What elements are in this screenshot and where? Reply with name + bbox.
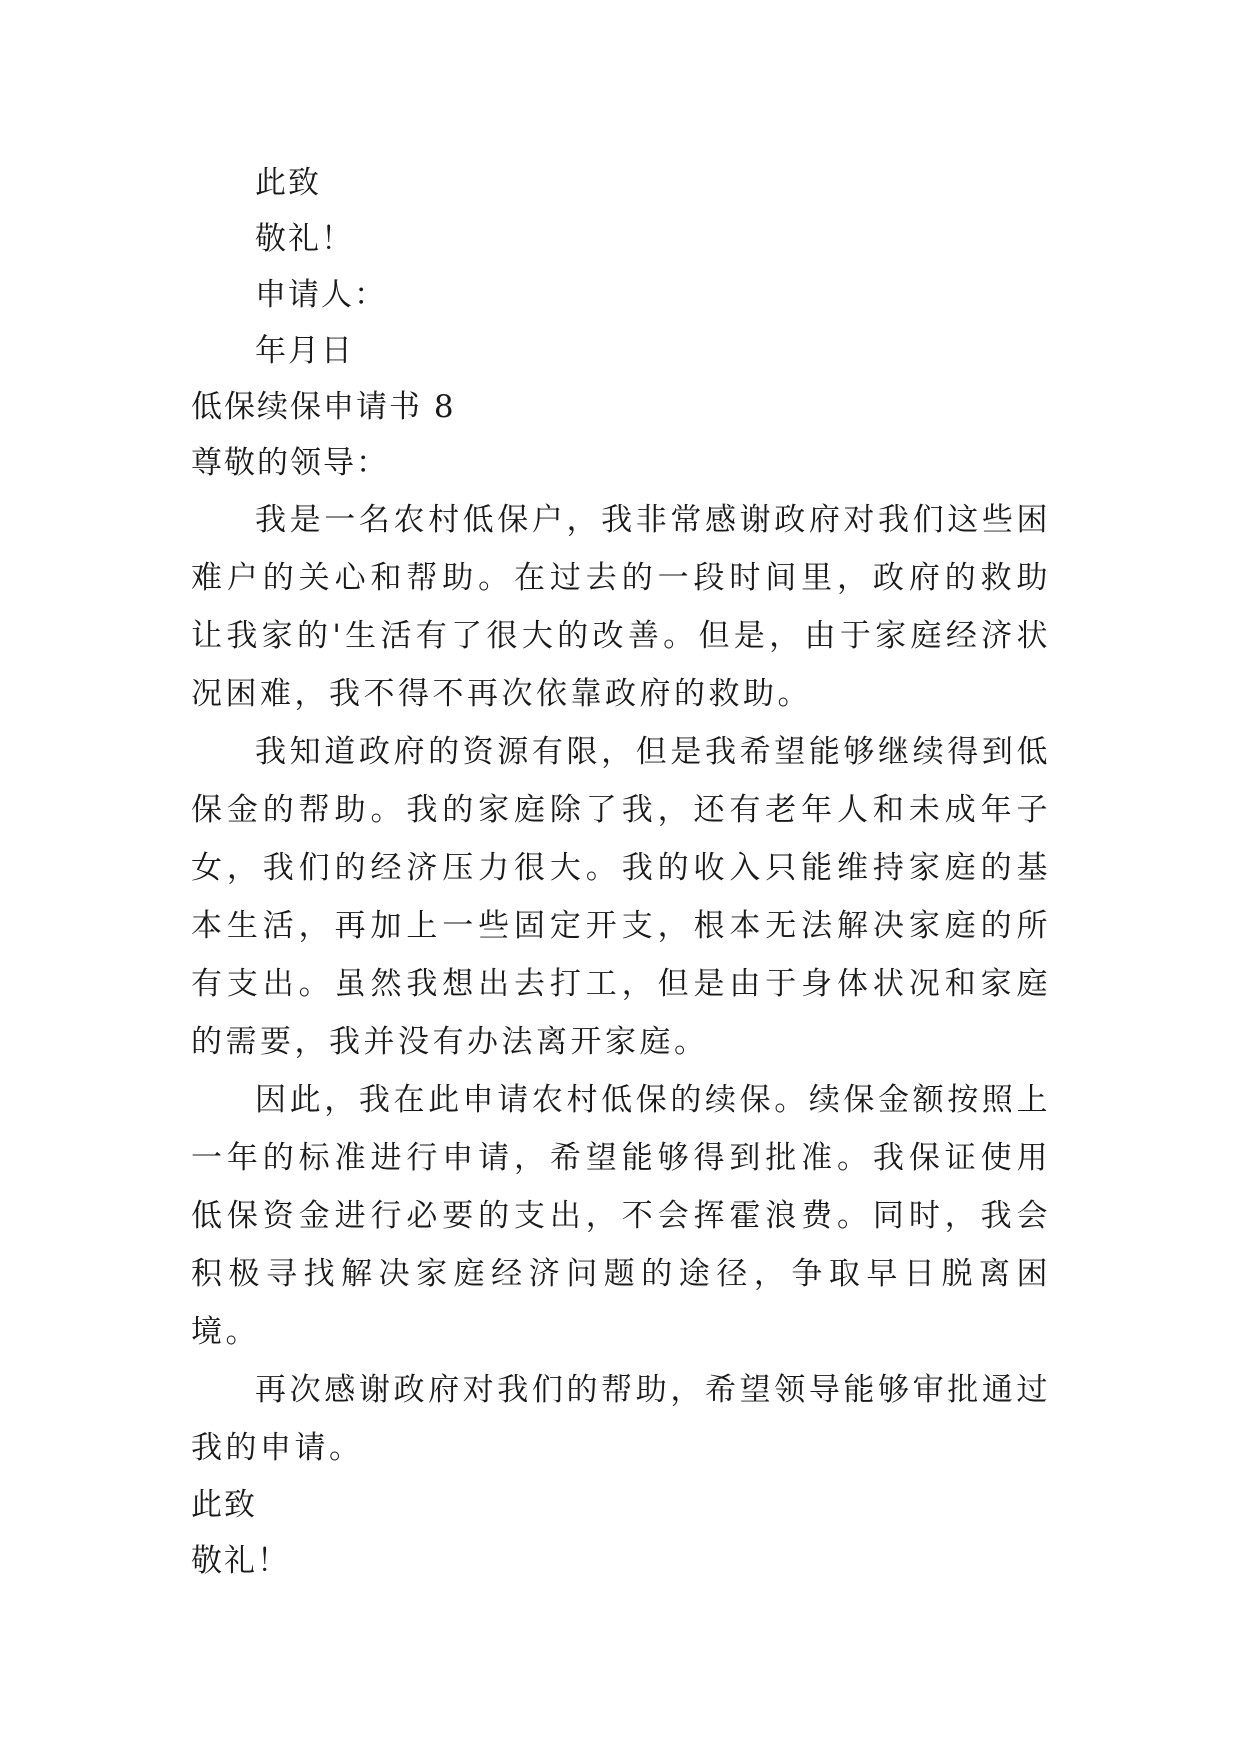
- letter-paragraph: 再次感谢政府对我们的帮助，希望领导能够审批通过我的申请。: [191, 1372, 1051, 1466]
- letter-salutation: 此致: [191, 1487, 257, 1523]
- letter-title: 低保续保申请书 8: [191, 389, 456, 425]
- letter-regards: 敬礼！: [191, 1543, 290, 1579]
- closing-salutation: 此致: [255, 165, 321, 201]
- closing-regards: 敬礼！: [255, 221, 354, 257]
- document-content: [191, 155, 1051, 1589]
- letter-paragraph: 因此，我在此申请农村低保的续保。续保金额按照上一年的标准进行申请，希望能够得到批准。我保证使用低保资金进行必要的支出，不会挥霍浪费。同时，我会积极寻找解决家庭经济问题的途径，争取早日脱离困境。: [191, 1082, 1051, 1350]
- applicant-label: 申请人：: [255, 277, 387, 313]
- date-label: 年月日: [255, 333, 354, 369]
- letter-paragraph: 我知道政府的资源有限，但是我希望能够继续得到低保金的帮助。我的家庭除了我，还有老年人和未成年子女，我们的经济压力很大。我的收入只能维持家庭的基本生活，再加上一些固定开支，根本无法解决家庭的所有支出。虽然我想出去打工，但是由于身体状况和家庭的需要，我并没有办法离开家庭。: [191, 734, 1051, 1060]
- letter-greeting: 尊敬的领导：: [191, 445, 389, 481]
- letter-paragraph: 我是一名农村低保户，我非常感谢政府对我们这些困难户的关心和帮助。在过去的一段时间里，政府的救助让我家的'生活有了很大的改善。但是，由于家庭经济状况困难，我不得不再次依靠政府的救助。: [191, 502, 1051, 712]
